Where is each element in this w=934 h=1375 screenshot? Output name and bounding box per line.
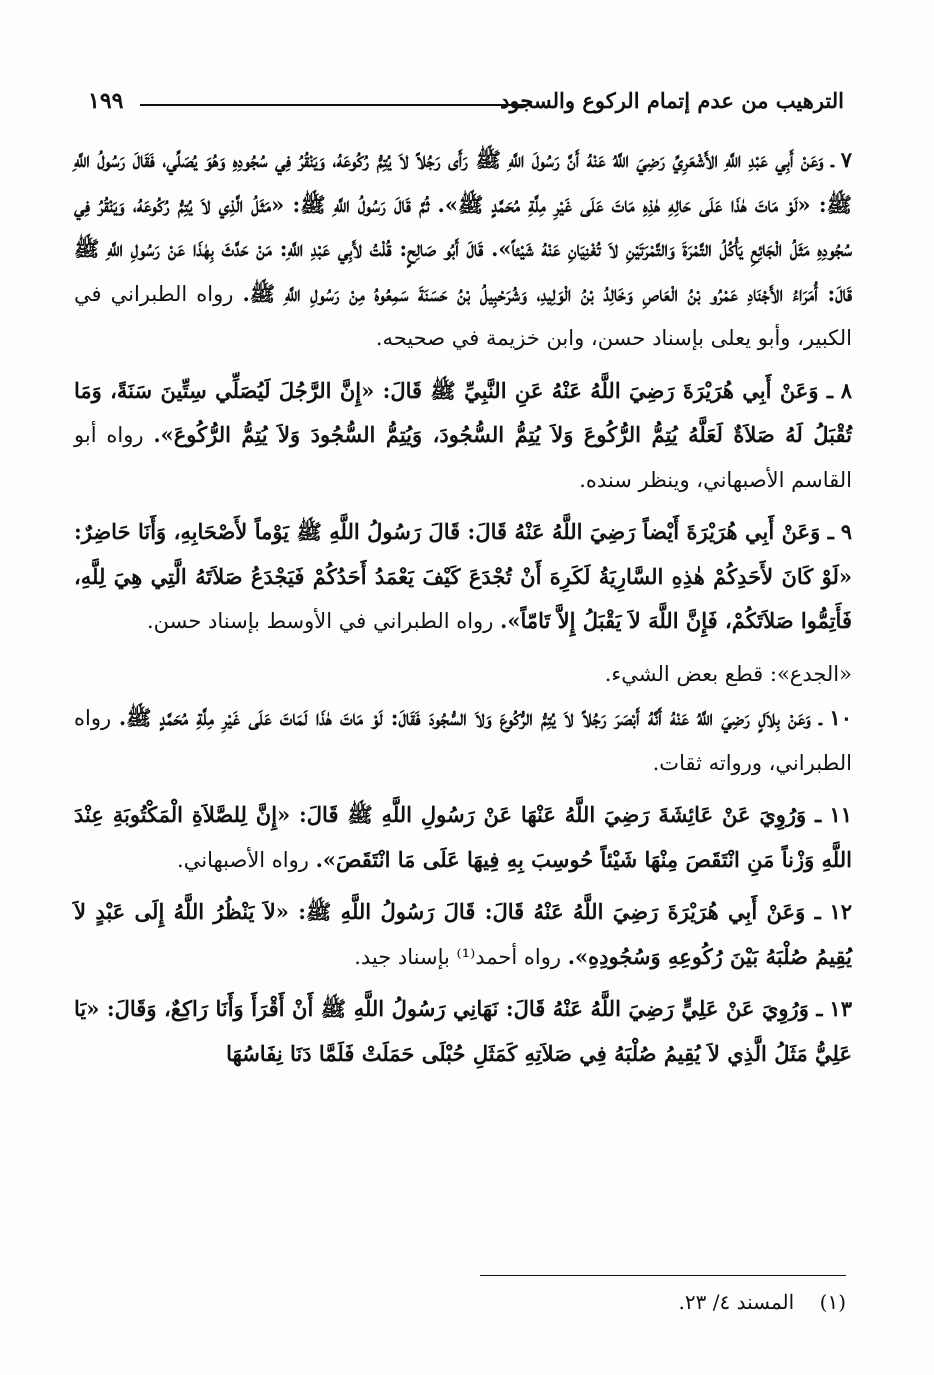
hadith-9: ٩ ـ وَعَنْ أَبِي هُرَيْرَةَ أَيْضاً رَضِيَ اللَّهُ عَنْهُ قَالَ: قَالَ رَسُولُ اللَّهِ ﷺ يَوْماً لأَصْحَابِهِ، وَأَنَا حَاضِرٌ: «لَوْ كَانَ لأَحَدِكُمْ هٰذِهِ السَّارِيَةُ لَكَرِهَ أَنْ تُجْدَعَ كَيْفَ يَعْمَدُ أَحَدُكُمْ فَيَجْدَعُ صَلاَتَهُ الَّتِي هِيَ لِلَّهِ، فَأَتِمُّوا صَلاَتَكُمْ، فَإِنَّ اللَّهَ لاَ يَقْبَلُ إِلاَّ تَامّاً». رواه الطبراني في الأوسط بإسناد حسن. xyxy=(74,519,852,633)
hadith-8: ٨ ـ وَعَنْ أَبِي هُرَيْرَةَ رَضِيَ اللَّهُ عَنْهُ عَنِ النَّبِيِّ ﷺ قَالَ: «إِنَّ الرَّجُلَ لَيُصَلِّي سِتِّينَ سَنَةً، وَمَا تُقْبَلُ لَهُ صَلاَةٌ لَعَلَّهُ يُتِمُّ الرُّكُوعَ وَلاَ يُتِمُّ السُّجُودَ، وَيُتِمُّ السُّجُودَ وَلاَ يُتِمُّ الرُّكُوعَ». رواه أبو القاسم الأصبهاني، وينظر سنده. xyxy=(74,377,852,492)
hadith-text: وَعَنْ بِلاَلٍ رَضِيَ اللَّهُ عَنْهُ أَنَّهُ أَبْصَرَ رَجُلاً لاَ يُتِمُّ الرُّكُوعَ وَلاَ السُّجُودَ فَقَالَ: لَوْ مَاتَ هٰذَا لَمَاتَ عَلَى غَيْرِ مِلَّةِ مُحَمَّدٍ ﷺ. xyxy=(118,705,811,730)
footnote xyxy=(146,1290,846,1314)
page-body xyxy=(74,138,852,1084)
hadith-commentary: رواه أبو القاسم الأصبهاني، وينظر سنده. xyxy=(74,423,852,492)
hadith-commentary: رواه أحمد⁽¹⁾ بإسناد جيد. xyxy=(354,944,562,969)
header-rule xyxy=(140,104,532,106)
hadith-number: ٧ xyxy=(840,147,852,172)
hadith-text: وَرُوِيَ عَنْ عَلِيٍّ رَضِيَ اللَّهُ عَنْهُ قَالَ: نَهَانِي رَسُولُ اللَّهِ ﷺ أَنْ أَقْرَأَ وَأَنَا رَاكِعٌ، وَقَالَ: «يَا عَلِيُّ مَثَلُ الَّذِي لاَ يُقِيمُ صُلْبَهُ فِي صَلاَتِهِ كَمَثَلِ حُبْلَى حَمَلَتْ فَلَمَّا دَنَا نِفَاسُهَا xyxy=(74,996,852,1066)
page-number: ١٩٩ xyxy=(88,88,124,114)
hadith-text: وَعَنْ أَبِي هُرَيْرَةَ أَيْضاً رَضِيَ اللَّهُ عَنْهُ قَالَ: قَالَ رَسُولُ اللَّهِ ﷺ يَوْماً لأَصْحَابِهِ، وَأَنَا حَاضِرٌ: «لَوْ كَانَ لأَحَدِكُمْ هٰذِهِ السَّارِيَةُ لَكَرِهَ أَنْ تُجْدَعَ كَيْفَ يَعْمَدُ أَحَدُكُمْ فَيَجْدَعُ صَلاَتَهُ الَّتِي هِيَ لِلَّهِ، فَأَتِمُّوا صَلاَتَكُمْ، فَإِنَّ اللَّهَ لاَ يَقْبَلُ إِلاَّ تَامّاً». xyxy=(74,519,852,633)
hadith-text: وَعَنْ أَبِي هُرَيْرَةَ رَضِيَ اللَّهُ عَنْهُ عَنِ النَّبِيِّ ﷺ قَالَ: «إِنَّ الرَّجُلَ لَيُصَلِّي سِتِّينَ سَنَةً، وَمَا تُقْبَلُ لَهُ صَلاَةٌ لَعَلَّهُ يُتِمُّ الرُّكُوعَ وَلاَ يُتِمُّ السُّجُودَ، وَيُتِمُّ السُّجُودَ وَلاَ يُتِمُّ الرُّكُوعَ». xyxy=(74,377,852,447)
hadith-text: وَعَنْ أَبِي عَبْدِ اللَّهِ الأَشْعَرِيِّ رَضِيَ اللَّهُ عَنْهُ أَنَّ رَسُولَ اللَّهِ ﷺ رَأَى رَجُلاً لاَ يُتِمُّ رُكُوعَهُ، وَيَنْقُرُ فِي سُجُودِهِ وَهُوَ يُصَلِّي، فَقَالَ رَسُولُ اللَّهِ ﷺ: «لَوْ مَاتَ هٰذَا عَلَى حَالِهِ هٰذِهِ مَاتَ عَلَى غَيْرِ مِلَّةِ مُحَمَّدٍ ﷺ». ثُمَّ قَالَ رَسُولُ اللَّهِ ﷺ: «مَثَلُ الَّذِي لاَ يُتِمُّ رُكُوعَهُ، وَيَنْقُرُ فِي سُجُودِهِ مَثَلُ الْجَائِعِ يَأْكُلُ التَّمْرَةَ وَالتَّمْرَتَيْنِ لاَ تُغْنِيَانِ عَنْهُ شَيْئاً». قَالَ أَبُو صَالِحٍ: قُلْتُ لأَبِي عَبْدِ اللَّهِ: مَنْ حَدَّثَ بِهٰذَا عَنْ رَسُولِ اللَّهِ ﷺ قَالَ: أُمَرَاءُ الأَجْنَادِ عَمْرُو بْنُ الْعَاصِ وَخَالِدُ بْنُ الْوَلِيدِ، وَشُرَحْبِيلُ بْنُ حَسَنَةَ سَمِعُوهُ مِنْ رَسُولِ اللَّهِ ﷺ. xyxy=(74,147,852,306)
hadith-number: ١٠ xyxy=(829,705,852,730)
hadith-10: ١٠ ـ وَعَنْ بِلاَلٍ رَضِيَ اللَّهُ عَنْهُ أَنَّهُ أَبْصَرَ رَجُلاً لاَ يُتِمُّ الرُّكُوعَ وَلاَ السُّجُودَ فَقَالَ: لَوْ مَاتَ هٰذَا لَمَاتَ عَلَى غَيْرِ مِلَّةِ مُحَمَّدٍ ﷺ. رواه الطبراني، ورواته ثقات. xyxy=(74,705,852,775)
hadith-13: ١٣ ـ وَرُوِيَ عَنْ عَلِيٍّ رَضِيَ اللَّهُ عَنْهُ قَالَ: نَهَانِي رَسُولُ اللَّهِ ﷺ أَنْ أَقْرَأَ وَأَنَا رَاكِعٌ، وَقَالَ: «يَا عَلِيُّ مَثَلُ الَّذِي لاَ يُقِيمُ صُلْبَهُ فِي صَلاَتِهِ كَمَثَلِ حُبْلَى حَمَلَتْ فَلَمَّا دَنَا نِفَاسُهَا xyxy=(74,996,852,1066)
word-gloss: «الجدع»: قطع بعض الشيء. xyxy=(604,661,852,686)
hadith-number: ١٢ xyxy=(829,899,852,924)
footnote-rule xyxy=(480,1275,846,1276)
hadith-text: وَرُوِيَ عَنْ عَائِشَةَ رَضِيَ اللَّهُ عَنْهَا عَنْ رَسُولِ اللَّهِ ﷺ قَالَ: «إِنَّ لِلصَّلاَةِ الْمَكْتُوبَةِ عِنْدَ اللَّهِ وَزْناً مَنِ انْتَقَصَ مِنْهَا شَيْئاً حُوسِبَ بِهِ فِيهَا عَلَى مَا انْتَقَصَ». xyxy=(74,802,852,872)
hadith-number: ١١ xyxy=(829,802,852,827)
hadith-commentary: رواه الأصبهاني. xyxy=(177,847,309,872)
hadith-number: ٩ xyxy=(840,519,852,544)
footnote-marker: (١) xyxy=(819,1290,846,1314)
running-title: الترهيب من عدم إتمام الركوع والسجود xyxy=(500,88,844,113)
hadith-number: ٨ xyxy=(840,377,852,403)
hadith-11: ١١ ـ وَرُوِيَ عَنْ عَائِشَةَ رَضِيَ اللَّهُ عَنْهَا عَنْ رَسُولِ اللَّهِ ﷺ قَالَ: «إِنَّ لِلصَّلاَةِ الْمَكْتُوبَةِ عِنْدَ اللَّهِ وَزْناً مَنِ انْتَقَصَ مِنْهَا شَيْئاً حُوسِبَ بِهِ فِيهَا عَلَى مَا انْتَقَصَ». رواه الأصبهاني. xyxy=(74,802,852,872)
page-header xyxy=(88,82,844,122)
hadith-commentary: رواه الطبراني، ورواته ثقات. xyxy=(74,706,852,775)
hadith-7: ٧ ـ وَعَنْ أَبِي عَبْدِ اللَّهِ الأَشْعَرِيِّ رَضِيَ اللَّهُ عَنْهُ أَنَّ رَسُولَ اللَّهِ ﷺ رَأَى رَجُلاً لاَ يُتِمُّ رُكُوعَهُ، وَيَنْقُرُ فِي سُجُودِهِ وَهُوَ يُصَلِّي، فَقَالَ رَسُولُ اللَّهِ ﷺ: «لَوْ مَاتَ هٰذَا عَلَى حَالِهِ هٰذِهِ مَاتَ عَلَى غَيْرِ مِلَّةِ مُحَمَّدٍ ﷺ». ثُمَّ قَالَ رَسُولُ اللَّهِ ﷺ: «مَثَلُ الَّذِي لاَ يُتِمُّ رُكُوعَهُ، وَيَنْقُرُ فِي سُجُودِهِ مَثَلُ الْجَائِعِ يَأْكُلُ التَّمْرَةَ وَالتَّمْرَتَيْنِ لاَ تُغْنِيَانِ عَنْهُ شَيْئاً». قَالَ أَبُو صَالِحٍ: قُلْتُ لأَبِي عَبْدِ اللَّهِ: مَنْ حَدَّثَ بِهٰذَا عَنْ رَسُولِ اللَّهِ ﷺ قَالَ: أُمَرَاءُ الأَجْنَادِ عَمْرُو بْنُ الْعَاصِ وَخَالِدُ بْنُ الْوَلِيدِ، وَشُرَحْبِيلُ بْنُ حَسَنَةَ سَمِعُوهُ مِنْ رَسُولِ اللَّهِ ﷺ. رواه الطبراني في الكبير، وأبو يعلى بإسناد حسن، وابن خزيمة في صحيحه. xyxy=(74,147,852,350)
hadith-text: وَعَنْ أَبِي هُرَيْرَةَ رَضِيَ اللَّهُ عَنْهُ قَالَ: قَالَ رَسُولُ اللَّهِ ﷺ: «لاَ يَنْظُرُ اللَّهُ إِلَى عَبْدٍ لاَ يُقِيمُ صُلْبَهُ بَيْنَ رُكُوعِهِ وَسُجُودِهِ». xyxy=(74,899,852,969)
hadith-12: ١٢ ـ وَعَنْ أَبِي هُرَيْرَةَ رَضِيَ اللَّهُ عَنْهُ قَالَ: قَالَ رَسُولُ اللَّهِ ﷺ: «لاَ يَنْظُرُ اللَّهُ إِلَى عَبْدٍ لاَ يُقِيمُ صُلْبَهُ بَيْنَ رُكُوعِهِ وَسُجُودِهِ». رواه أحمد⁽¹⁾ بإسناد جيد. xyxy=(74,899,852,969)
hadith-number: ١٣ xyxy=(829,996,852,1021)
hadith-commentary: رواه الطبراني في الكبير، وأبو يعلى بإسناد حسن، وابن خزيمة في صحيحه. xyxy=(74,281,852,350)
footnote-text: المسند ٤/ ٢٣. xyxy=(678,1290,795,1314)
hadith-commentary: رواه الطبراني في الأوسط بإسناد حسن. xyxy=(146,609,494,633)
